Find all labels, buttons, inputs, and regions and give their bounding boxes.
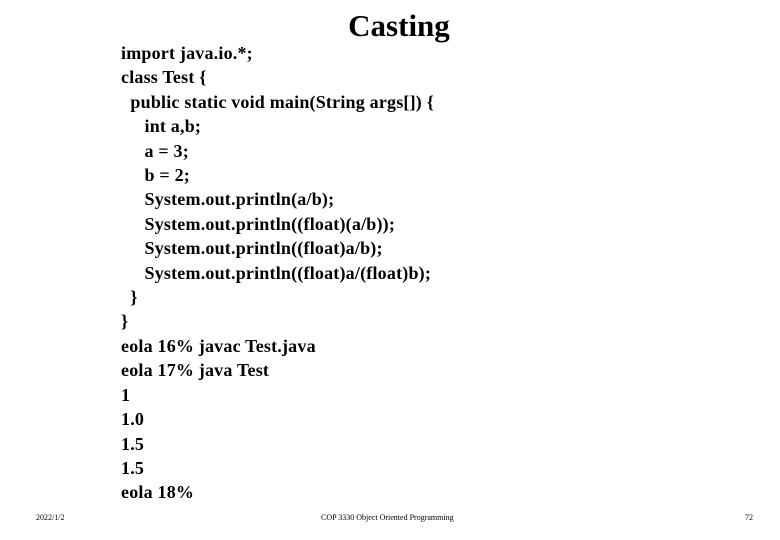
code-line: import java.io.*; (121, 43, 253, 63)
code-line: class Test { (121, 67, 207, 88)
console-output-line: 1.5 (121, 433, 145, 454)
footer-page-number: 72 (745, 513, 753, 522)
console-line: eola 18% (121, 482, 195, 503)
code-line: } (121, 287, 138, 308)
code-line: System.out.println((float)(a/b)); (121, 213, 396, 234)
console-line: eola 17% java Test (121, 360, 270, 381)
code-line: System.out.println(a/b); (121, 189, 335, 210)
code-line: System.out.println((float)a/(float)b); (121, 262, 432, 283)
footer-course-title: COP 3330 Object Oriented Programming (321, 513, 454, 522)
slide-title: Casting (348, 8, 450, 43)
console-output-line: 1.5 (121, 457, 145, 478)
console-output-line: 1 (121, 384, 131, 405)
code-line: System.out.println((float)a/b); (121, 238, 383, 259)
footer-date: 2022/1/2 (36, 513, 65, 522)
code-line: int a,b; (121, 116, 202, 137)
code-line: } (121, 311, 129, 332)
console-output-line: 1.0 (121, 409, 145, 430)
code-listing (121, 41, 434, 505)
console-line: eola 16% javac Test.java (121, 335, 316, 356)
code-line: public static void main(String args[]) { (121, 91, 434, 112)
code-line: b = 2; (121, 165, 190, 186)
code-line: a = 3; (121, 140, 189, 161)
